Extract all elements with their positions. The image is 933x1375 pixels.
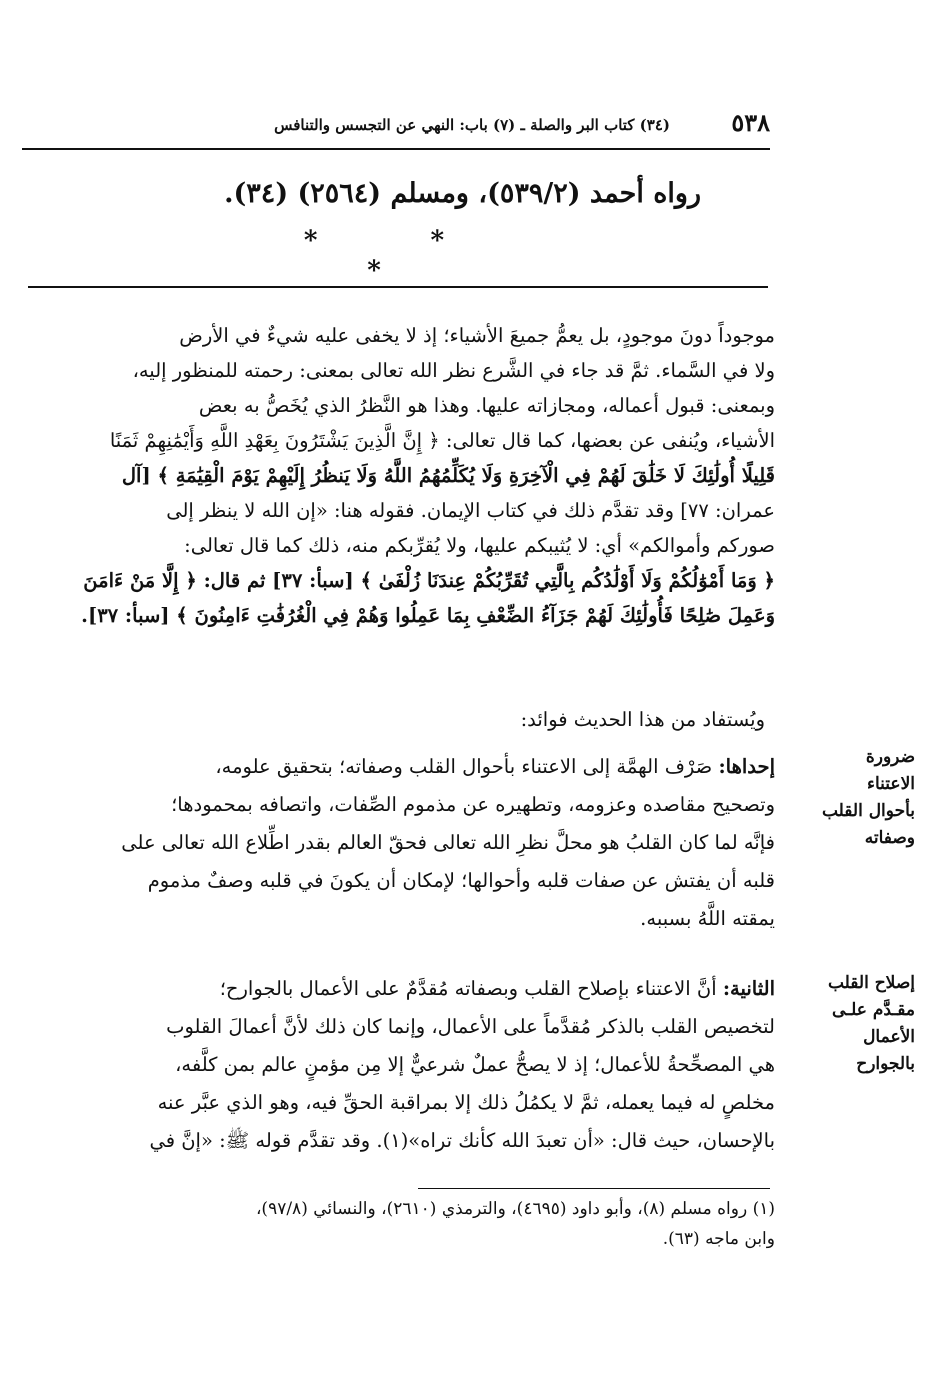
footnote-line: (١) رواه مسلم (٨)، وأبو داود (٤٦٩٥)، والترمذي (٢٦١٠)، والنسائي (٩٧/٨)، [255,1199,775,1219]
commentary-paragraph [25,318,775,633]
text-line [25,748,775,786]
text-line: وبمعنى: قبول أعماله، ومجازاته عليها. وهذا هو النَّظرُ الذي يُخَصُّ به بعض [198,394,775,417]
text-line [25,970,775,1008]
footnote-line: وابن ماجه (٦٣). [662,1229,775,1249]
text-line: مخلصٍ له فيما يعمله، ثمَّ لا يكمُلُ ذلك إلا بمراقبة الحقِّ فيه، وهو الذي عبَّر عنه [157,1091,775,1114]
margin-note-heart-care [795,744,915,852]
text-line: بالإحسان، حيث قال: «أن تعبدَ الله كأنك تراه»(١). وقد تقدَّم قوله ﷺ: «إنَّ في [149,1129,775,1152]
section-rule [28,286,768,288]
text-line: فإنَّه لما كان القلبُ هو محلَّ نظرِ الله تعالى فحقّ العالم بقدر اطِّلاع الله تعالى على [121,831,775,854]
margin-note-line: ضرورة [865,747,915,767]
margin-note-line: وصفاته [864,828,915,848]
page-header [22,108,770,144]
text-line: يمقته اللَّهُ بسببه. [640,907,775,930]
margin-note-line: بأحوال القلب [821,801,915,821]
footnote [15,1194,775,1254]
header-rule [22,148,770,150]
section-separator: * * * [303,226,497,286]
benefit-one-paragraph [25,748,775,938]
margin-note-line: الأعمال [863,1027,915,1047]
benefit-two-paragraph [25,970,775,1160]
quran-verse-line: وَعَمِلَ صَٰلِحًا فَأُولَٰئِكَ لَهُمْ جَزَآءُ الضِّعْفِ بِمَا عَمِلُوا وَهُمْ فِي الْغُرُفَٰتِ ءَامِنُونَ ﴾ [سبأ: ٣٧]. [81,604,775,627]
text-line: هي المصحِّحةُ للأعمال؛ إذ لا يصحُّ عملٌ شرعيٌّ إلا مِن مؤمنٍ عالم بمن كلَّفه، [175,1053,775,1076]
text-line: الأشياء، ويُنفى عن بعضها، كما قال تعالى: ﴿ إِنَّ الَّذِينَ يَشْتَرُونَ بِعَهْدِ اللَّهِ وَأَيْمَٰنِهِمْ ثَمَنًا [109,429,775,452]
margin-note-line: إصلاح القلب [827,973,915,993]
text-fragment: صَرْف الهمَّة إلى الاعتناء بأحوال القلب وصفاته؛ بتحقيق علومه، [215,755,713,778]
footnote-rule [418,1188,770,1189]
text-line: وتصحيح مقاصده وعزومه، وتطهيره عن مذموم الصِّفات، واتصافه بمحمودها؛ [171,793,775,816]
margin-note-line: بالجوارح [856,1054,915,1074]
text-line: ولا في السَّماء. ثمَّ قد جاء في الشَّرع نظر الله تعالى بمعنى: رحمته للمنظور إليه، [132,359,775,382]
text-line: قلبه أن يفتش عن صفات قلبه وأحوالها؛ لإمكان أن يكونَ في قلبه وصفٌ مذموم [147,869,775,892]
quran-verse-line: ﴿ وَمَا أَمْوَٰلُكُمْ وَلَا أَوْلَٰدُكُم بِالَّتِي تُقَرِّبُكُمْ عِندَنَا زُلْفَىٰ ﴾ [سبأ: ٣٧] ثم قال: ﴿ إِلَّا مَنْ ءَامَنَ [83,569,775,592]
text-line: صوركم وأموالكم» أي: لا يُثيبكم عليها، ولا يُقرِّبكم منه، ذلك كما قال تعالى: [184,534,775,557]
margin-note-line: مقـدَّم علـى [832,1000,915,1020]
margin-note-line: الاعتناء [867,774,915,794]
benefit-title: الثانية: [722,977,775,1000]
benefits-intro: ويُستفاد من هذا الحديث فوائد: [520,708,765,731]
page-number: ٥٣٨ [731,108,770,137]
benefit-title: إحداها: [718,755,775,778]
text-line: موجوداً دونَ موجودٍ، بل يعمُّ جميعَ الأشياء؛ إذ لا يخفى عليه شيءٌ في الأرض [179,324,775,347]
running-head: (٣٤) كتاب البر والصلة ـ (٧) باب: النهي عن التجسس والتنافس [274,116,670,134]
text-line: عمران: ٧٧] وقد تقدَّم ذلك في كتاب الإيمان. فقوله هنا: «إن الله لا ينظر إلى [166,499,775,522]
text-line: لتخصيص القلب بالذكر مُقدَّماً على الأعمال، وإنما كان ذلك لأنَّ أعمالَ القلوب [166,1015,775,1038]
margin-note-heart-reform [795,970,915,1078]
quran-verse-line: قَلِيلًا أُولَٰئِكَ لَا خَلَٰقَ لَهُمْ فِي الْآخِرَةِ وَلَا يُكَلِّمُهُمُ اللَّهُ وَلَا يَنظُرُ إِلَيْهِمْ يَوْمَ الْقِيَٰمَةِ ﴾ [آل [121,464,775,487]
hadith-citation: رواه أحمد (٥٣٩/٢)، ومسلم (٢٥٦٤) (٣٤). [224,178,701,209]
text-fragment: أنَّ الاعتناء بإصلاح القلب وبصفاته مُقدَّمٌ على الأعمال بالجوارح؛ [219,977,717,1000]
